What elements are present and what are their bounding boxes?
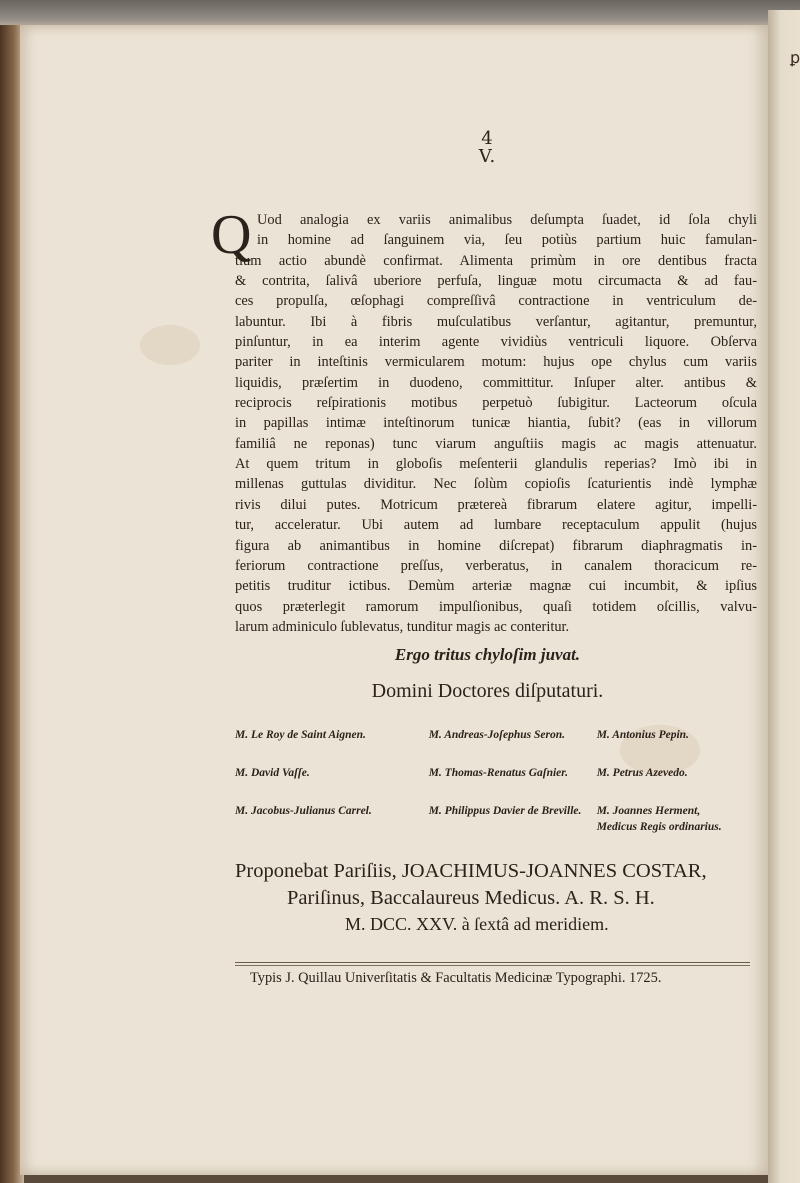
paper-stain (140, 325, 200, 365)
proponebat-block (235, 858, 765, 938)
doctor-name: M. Le Roy de Saint Aignen. (235, 729, 366, 741)
printer-imprint: Typis J. Quillau Univerſitatis & Facultatis Medicinæ Typographi. 1725. (250, 970, 662, 986)
paragraph-line: petitis truditur ictibus. Demùm arteriæ magnæ cui incumbit, & ipſius (235, 578, 757, 595)
doctor-name: M. Philippus Davier de Breville. (428, 805, 582, 817)
paragraph-line: figura ab animantibus in homine diſcrepat) fibrarum diaphragmatis in- (235, 537, 757, 554)
paragraph-line: Uod analogia ex variis animalibus deſumpta ſuadet, id ſola chyli (257, 212, 757, 228)
adjacent-page-edge (768, 10, 800, 1183)
paragraph-line: pinſuntur, in ea interim agente vividiùs ventriculi liquore. Obſerva (235, 334, 757, 351)
main-paragraph (235, 210, 757, 637)
doctors-row (235, 765, 740, 803)
paragraph-line: At quem tritum in globoſis meſenterii glandulis reperias? Imò ibi in (235, 456, 757, 473)
document-page (20, 25, 768, 1175)
paragraph-line: ces propulſa, œſophagi compreſſivâ contractione in ventriculum de- (235, 293, 757, 310)
paragraph-line: rivis dilui putes. Motricum prætereà fibrarum elatere agitur, impelli- (235, 496, 757, 513)
conclusion-statement: Ergo tritus chyloſim juvat. (394, 645, 581, 664)
paragraph-line: familiâ ne reponas) tunc viarum anguſtiis magis ac magis attenuatur. (235, 435, 757, 452)
paragraph-line: in papillas intimæ inteſtinorum tunicæ hiantia, ſubit? (eas in villorum (235, 415, 757, 432)
doctor-name: M. David Vaſſe. (235, 767, 310, 779)
paragraph-line: feriorum contractione preſſus, verberatus, in canalem thoracicum re- (235, 557, 757, 574)
doctors-heading: Domini Doctores diſputaturi. (371, 680, 604, 702)
paragraph-line: liquidis, præſertim in duodeno, committitur. Inſuper alter. antibus & (235, 374, 757, 391)
doctor-name: M. Thomas-Renatus Gaſnier. (428, 767, 568, 779)
doctors-list (235, 727, 740, 835)
doctors-row (235, 727, 740, 765)
page-number: 4 (481, 128, 494, 149)
paragraph-line: & contrita, ſalivâ uberiore perfuſa, linguæ motu circumacta & ad fau- (235, 273, 757, 290)
divider-rule (235, 962, 750, 963)
doctor-name: M. Jacobus-Julianus Carrel. (235, 805, 372, 817)
paragraph-line: larum adminiculo ſublevatus, tunditur magis ac conteritur. (235, 618, 570, 635)
paragraph-line: in homine ad ſanguinem via, ſeu potiùs partium huic famulan- (257, 232, 757, 249)
divider-rule (235, 965, 750, 966)
page-header (215, 130, 760, 166)
doctors-row (235, 803, 740, 835)
proponebat-line: Pariſinus, Baccalaureus Medicus. A. R. S. H. (287, 886, 655, 909)
paragraph-line: tur, acceleratur. Ubi autem ad lumbare receptaculum appulit (hujus (235, 517, 757, 534)
paragraph-line: millenas guttulas dividitur. Nec ſolùm copioſis ſcaturientis indè lymphæ (235, 476, 757, 493)
proponebat-date: M. DCC. XXV. à ſextâ ad meridiem. (345, 914, 609, 934)
paragraph-line: labuntur. Ibi à fibris muſculatibus verſantur, agitantur, premuntur, (235, 313, 757, 330)
doctor-name: M. Petrus Azevedo. (596, 767, 688, 779)
paragraph-line: quos præterlegit ramorum impulſionibus, quaſi totidem oſcillis, valvu- (235, 598, 757, 615)
section-numeral: V. (478, 146, 497, 167)
paragraph-line: pariter in inteſtinis vermicularem motum: hujus ope chylus cum variis (235, 354, 757, 371)
paragraph-line: tium actio abundè confirmat. Alimenta primùm in ore dentibus fracta (235, 252, 757, 269)
doctor-name: M. Joannes Herment, Medicus Regis ordinarius. (596, 805, 722, 833)
adjacent-page-text: ꝑ (790, 48, 800, 67)
proponebat-line: Proponebat Pariſiis, JOACHIMUS-JOANNES COSTAR, (235, 860, 707, 882)
drop-cap: Q (211, 204, 252, 266)
doctor-name: M. Antonius Pepin. (596, 729, 689, 741)
doctor-name: M. Andreas-Joſephus Seron. (428, 729, 566, 741)
paragraph-line: reciprocis reſpirationis motibus perpetuò ſubigitur. Lacteorum oſcula (235, 395, 757, 412)
